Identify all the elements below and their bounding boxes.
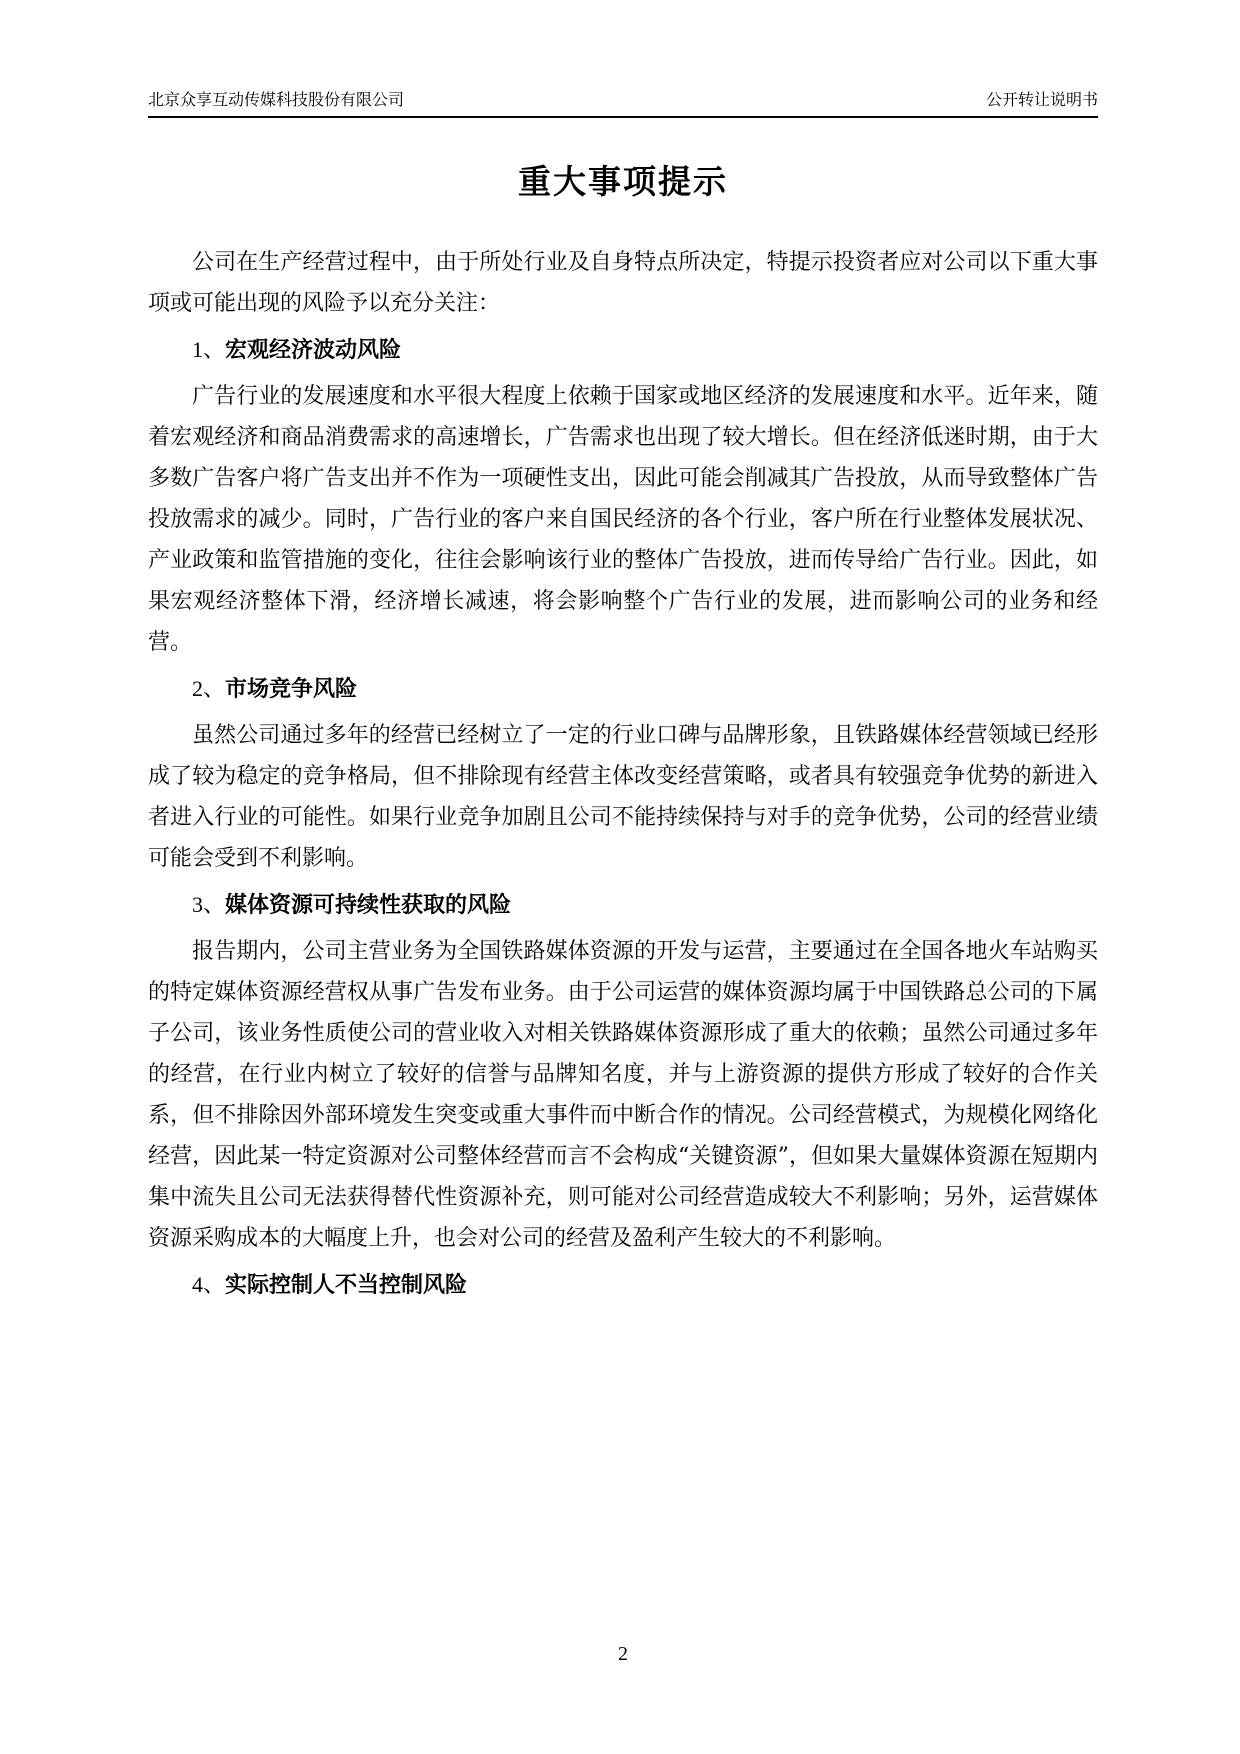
section-title: 市场竞争风险 — [225, 677, 358, 702]
section-number: 2、 — [192, 676, 226, 701]
section-body-2: 虽然公司通过多年的经营已经树立了一定的行业口碑与品牌形象，且铁路媒体经营领域已经形成了较为稳定的竞争格局，但不排除现有经营主体改变经营策略，或者具有较强竞争优势的新进入者进入行业的可能性。如果行业竞争加剧且公司不能持续保持与对手的竞争优势，公司的经营业绩可能会受到不利影响。 — [148, 723, 1098, 871]
document-body — [148, 242, 1098, 1311]
section-title: 宏观经济波动风险 — [225, 338, 402, 363]
header-document-type: 公开转让说明书 — [985, 90, 1098, 109]
page-title: 重大事项提示 — [518, 162, 728, 201]
section-heading-1 — [148, 329, 1098, 371]
section-title: 媒体资源可持续性获取的风险 — [225, 893, 512, 918]
section-body-1: 广告行业的发展速度和水平很大程度上依赖于国家或地区经济的发展速度和水平。近年来，随着宏观经济和商品消费需求的高速增长，广告需求也出现了较大增长。但在经济低迷时期，由于大多数广告客户将广告支出并不作为一项硬性支出，因此可能会削减其广告投放，从而导致整体广告投放需求的减少。同时，广告行业的客户来自国民经济的各个行业，客户所在行业整体发展状况、产业政策和监管措施的变化，往往会影响该行业的整体广告投放，进而传导给广告行业。因此，如果宏观经济整体下滑，经济增长减速，将会影响整个广告行业的发展，进而影响公司的业务和经营。 — [148, 384, 1098, 655]
section-heading-4 — [148, 1264, 1098, 1306]
page-number: 2 — [618, 1643, 628, 1665]
section-body-3: 报告期内，公司主营业务为全国铁路媒体资源的开发与运营，主要通过在全国各地火车站购买的特定媒体资源经营权从事广告发布业务。由于公司运营的媒体资源均属于中国铁路总公司的下属子公司，该业务性质使公司的营业收入对相关铁路媒体资源形成了重大的依赖；虽然公司通过多年的经营，在行业内树立了较好的信誉与品牌知名度，并与上游资源的提供方形成了较好的合作关系，但不排除因外部环境发生突变或重大事件而中断合作的情况。公司经营模式，为规模化网络化经营，因此某一特定资源对公司整体经营而言不会构成“关键资源”，但如果大量媒体资源在短期内集中流失且公司无法获得替代性资源补充，则可能对公司经营造成较大不利影响；另外，运营媒体资源采购成本的大幅度上升，也会对公司的经营及盈利产生较大的不利影响。 — [148, 939, 1098, 1251]
section-number: 3、 — [192, 892, 226, 917]
section-heading-2 — [148, 668, 1098, 710]
section-number: 4、 — [192, 1272, 226, 1297]
intro-paragraph: 公司在生产经营过程中，由于所处行业及自身特点所决定，特提示投资者应对公司以下重大事项或可能出现的风险予以充分关注： — [148, 250, 1098, 316]
section-number: 1、 — [192, 337, 226, 362]
section-heading-3 — [148, 884, 1098, 926]
page-header — [148, 88, 1098, 118]
header-company-name: 北京众享互动传媒科技股份有限公司 — [148, 90, 405, 109]
section-title: 实际控制人不当控制风险 — [225, 1273, 468, 1298]
